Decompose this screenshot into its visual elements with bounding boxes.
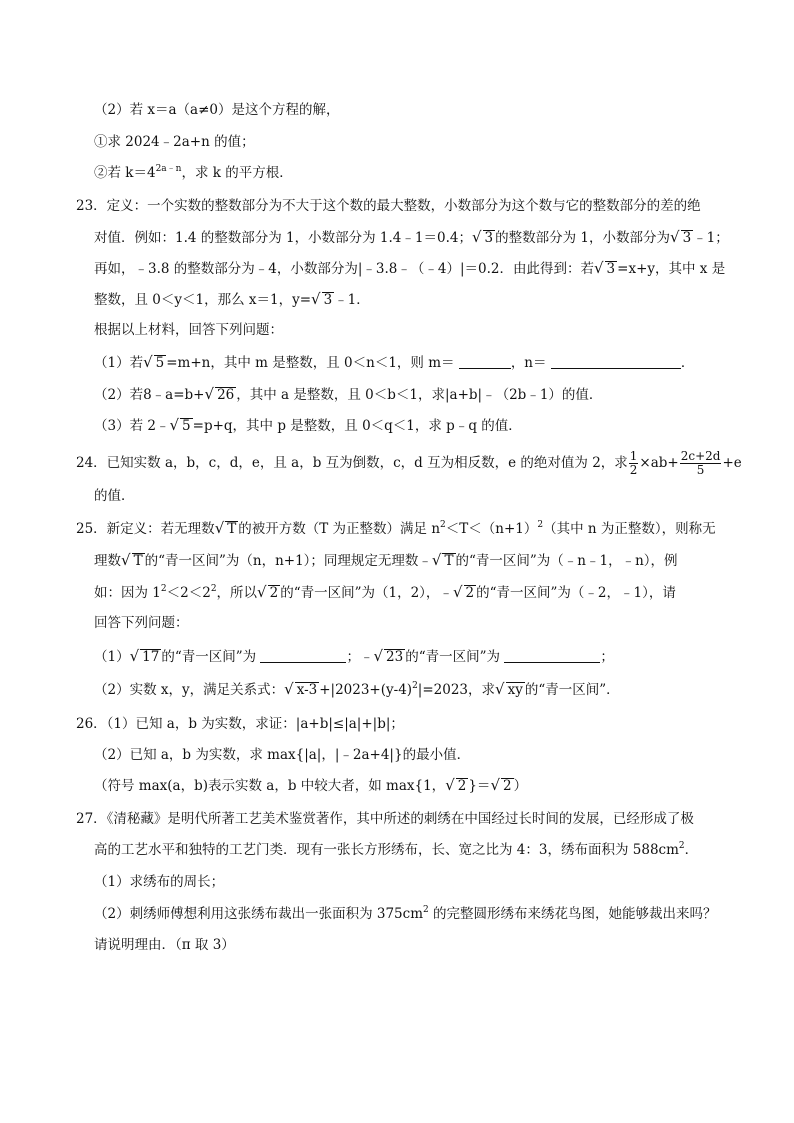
- q26-text: （符号 max(a，b)表示实数 a，b 中较大者，如 max{1，: [94, 778, 446, 794]
- q23-text: ．: [680, 355, 695, 371]
- exponent: 2: [440, 520, 446, 530]
- q27-text: （1）求绣布的周长；: [94, 874, 225, 890]
- q25-text: 如：因为 1: [94, 585, 161, 601]
- sqrt-sign-icon: √: [471, 228, 482, 246]
- radicand: 2: [465, 585, 475, 601]
- q23-text: ﹣1；: [693, 230, 729, 246]
- q24-text: +e: [722, 455, 742, 471]
- radicand: 2: [269, 585, 279, 601]
- q25-text: 25．新定义：若无理数: [76, 521, 215, 537]
- q23-text: =p+q，其中 p 是整数，且 0＜q＜1，求 p﹣q 的值．: [192, 418, 522, 434]
- sqrt-sign-icon: √: [257, 583, 267, 601]
- q25-text: （2）实数 x，y，满足关系式：: [94, 682, 285, 698]
- q23-text: （1）若: [94, 355, 144, 371]
- q23-text: 的整数部分为 1，小数部分为: [495, 230, 671, 246]
- q22-sub2-end: ，求 k 的平方根．: [181, 165, 293, 181]
- q23-line1: [76, 196, 701, 216]
- q23-sub3: [94, 415, 522, 436]
- q22-sub2-text: ②若 k＝4: [94, 165, 156, 181]
- q24-text: 的值．: [94, 488, 135, 504]
- q25-sub2: [94, 679, 620, 700]
- q24-text: ×ab+: [639, 455, 679, 471]
- sqrt-sign-icon: √: [143, 353, 153, 371]
- q26-line1: [76, 714, 404, 734]
- q27-sub1: [94, 872, 224, 892]
- q25-text: +|2023+(y-4): [319, 682, 413, 698]
- q25-text: ＜T＜（n+1）: [445, 521, 538, 537]
- q26-text: 26．（1）已知 a，b 为实数，求证：|a+b|≤|a|+|b|；: [76, 716, 404, 732]
- radicand: 2: [503, 778, 512, 794]
- q25-text: ；: [600, 649, 614, 665]
- radicand: 17: [142, 649, 160, 665]
- q25-sub1: [94, 646, 614, 667]
- sqrt-sign-icon: √: [121, 551, 131, 569]
- sqrt-sign-icon: √: [452, 583, 463, 601]
- q25-text: （1）: [94, 649, 130, 665]
- q25-line4: [94, 613, 189, 633]
- sqrt-sign-icon: √: [284, 680, 294, 698]
- q27-text: 高的工艺水平和独特的工艺门类．现有一张长方形绣布，长、宽之比为 4：3，绣布面积为 588cm: [94, 842, 679, 858]
- q22-part2-sub1: [94, 132, 255, 152]
- sqrt-sign-icon: √: [593, 259, 604, 277]
- q25-text: ；﹣: [346, 649, 374, 665]
- q23-text: 再如，﹣3.8 的整数部分为﹣4，小数部分为|﹣3.8﹣（﹣4）|＝0.2．由此得到：若: [94, 261, 594, 277]
- radicand: xy: [507, 682, 523, 698]
- q25-text: 理数: [94, 553, 121, 569]
- q23-text: 根据以上材料，回答下列问题：: [94, 322, 283, 338]
- denominator: 5: [696, 463, 705, 477]
- radicand: 3: [323, 292, 333, 308]
- exponent: 2: [160, 584, 167, 594]
- q24-line1: [76, 450, 742, 477]
- sqrt-sign-icon: √: [204, 385, 215, 403]
- q25-text: 的“青一区间”为: [405, 649, 501, 665]
- sqrt-sign-icon: √: [214, 519, 225, 537]
- q23-line4: [94, 289, 370, 310]
- answer-blank-interval-2[interactable]: [504, 648, 600, 663]
- q27-text: ．: [684, 842, 699, 858]
- q23-text: 对值．例如：1.4 的整数部分为 1，小数部分为 1.4﹣1＝0.4；: [94, 230, 472, 246]
- q23-line2: [94, 227, 729, 248]
- q25-text: 的“青一区间”．: [524, 682, 620, 698]
- q22-exponent: 2a﹣n: [155, 164, 182, 174]
- q25-text: ＜2＜2: [166, 585, 211, 601]
- q22-part2: [94, 100, 340, 120]
- q23-text: 整数，且 0＜y＜1，那么 x＝1，y=: [94, 292, 312, 308]
- q23-text: ，其中 a 是整数，且 0＜b＜1，求|a+b|﹣（2b﹣1）的值．: [236, 387, 603, 403]
- q27-text: 的完整圆形绣布来绣花鸟图，她能够裁出来吗？: [428, 906, 717, 922]
- q26-text: （2）已知 a，b 为实数，求 max{|a|，|﹣2a+4|}的最小值．: [94, 747, 471, 763]
- numerator: 2c+2d: [680, 449, 721, 463]
- q25-text: 的“青一区间”为: [161, 649, 257, 665]
- numerator: 1: [629, 449, 638, 463]
- sqrt-sign-icon: √: [169, 416, 180, 434]
- denominator: 2: [629, 463, 638, 477]
- q24-line2: [94, 486, 135, 506]
- radicand: 5: [182, 418, 191, 434]
- q26-line3: [94, 775, 527, 796]
- exponent: 2: [678, 841, 685, 851]
- q27-sub2: [94, 904, 717, 924]
- q23-text: ﹣1．: [334, 292, 370, 308]
- sqrt-sign-icon: √: [670, 228, 680, 246]
- radicand: 23: [386, 649, 404, 665]
- sqrt-sign-icon: √: [431, 551, 442, 569]
- answer-blank-n[interactable]: [551, 354, 681, 369]
- exponent: 2: [210, 584, 217, 594]
- sqrt-sign-icon: √: [373, 647, 384, 665]
- q23-text: =x+y，其中 x 是: [617, 261, 726, 277]
- radicand: T: [444, 553, 454, 569]
- q27-text: 27．《清秘藏》是明代所著工艺美术鉴赏著作，其中所述的刺绣在中国经过长时间的发展，已经形成了极: [76, 811, 694, 827]
- radicand: 3: [682, 230, 692, 246]
- q25-text: （其中 n 为正整数），则称无: [543, 521, 716, 537]
- q25-line2: [94, 550, 678, 571]
- q27-line1: [76, 809, 694, 829]
- q25-line1: [76, 518, 716, 539]
- sqrt-sign-icon: √: [495, 680, 505, 698]
- q26-text: ）: [513, 778, 528, 794]
- answer-blank-interval-1[interactable]: [260, 648, 346, 663]
- exponent: 2: [412, 681, 418, 691]
- q23-line5: [94, 320, 283, 340]
- q22-part2-sub2: [94, 163, 293, 183]
- sqrt-sign-icon: √: [311, 290, 321, 308]
- q23-text: 23．定义：一个实数的整数部分为不大于这个数的最大整数，小数部分为这个数与它的整数部分的差的绝: [76, 198, 701, 214]
- radicand: T: [227, 521, 237, 537]
- q25-text: 的“青一区间”为（﹣2，﹣1），请: [476, 585, 676, 601]
- q25-text: 的“青一区间”为（n，n+1）；同理规定无理数﹣: [144, 553, 432, 569]
- q23-text: （2）若8﹣a=b+: [94, 387, 205, 403]
- q23-line3: [94, 258, 725, 279]
- q23-text: （3）若 2﹣: [94, 418, 170, 434]
- q27-line2: [94, 840, 698, 860]
- radicand: x-3: [296, 682, 318, 698]
- radicand: 26: [217, 387, 235, 403]
- q22-part2-text: （2）若 x＝a（a≠0）是这个方程的解，: [94, 102, 340, 118]
- q25-text: |=2023，求: [417, 682, 496, 698]
- q22-sub1-text: ①求 2024﹣2a+n 的值；: [94, 134, 255, 150]
- q23-sub1: [94, 352, 694, 373]
- q26-line2: [94, 745, 470, 765]
- q25-text: 的“青一区间”为（﹣n﹣1，﹣n），例: [455, 553, 678, 569]
- sqrt-sign-icon: √: [490, 776, 500, 794]
- radicand: 3: [484, 230, 494, 246]
- radicand: 3: [606, 261, 616, 277]
- q25-text: 的被开方数（T 为正整数）满足 n: [238, 521, 441, 537]
- q23-sub2: [94, 384, 602, 405]
- q25-text: ，所以: [216, 585, 258, 601]
- answer-blank-m[interactable]: [459, 354, 511, 369]
- exponent: 2: [423, 905, 429, 915]
- q25-line3: [94, 582, 676, 603]
- exponent: 2: [537, 520, 544, 530]
- q23-text: =m+n，其中 m 是整数，且 0＜n＜1，则 m＝: [166, 355, 455, 371]
- sqrt-sign-icon: √: [445, 776, 455, 794]
- radicand: T: [133, 553, 143, 569]
- q23-text: ，n＝: [510, 355, 547, 371]
- radicand: 2: [457, 778, 467, 794]
- sqrt-sign-icon: √: [129, 647, 140, 665]
- fraction-cd: [680, 450, 722, 477]
- q27-text: 请说明理由．（π 取 3）: [94, 937, 235, 953]
- q24-text: 24．已知实数 a，b，c，d，e，且 a，b 互为倒数，c，d 互为相反数，e 的绝对值为 2，求: [76, 455, 628, 471]
- q25-text: 回答下列问题：: [94, 615, 189, 631]
- q27-text: （2）刺绣师傅想利用这张绣布裁出一张面积为 375cm: [94, 906, 424, 922]
- q27-sub3: [94, 935, 235, 955]
- q26-text: }＝: [468, 778, 491, 794]
- fraction-half: [629, 450, 639, 477]
- q25-text: 的“青一区间”为（1，2），﹣: [280, 585, 453, 601]
- radicand: 5: [155, 355, 165, 371]
